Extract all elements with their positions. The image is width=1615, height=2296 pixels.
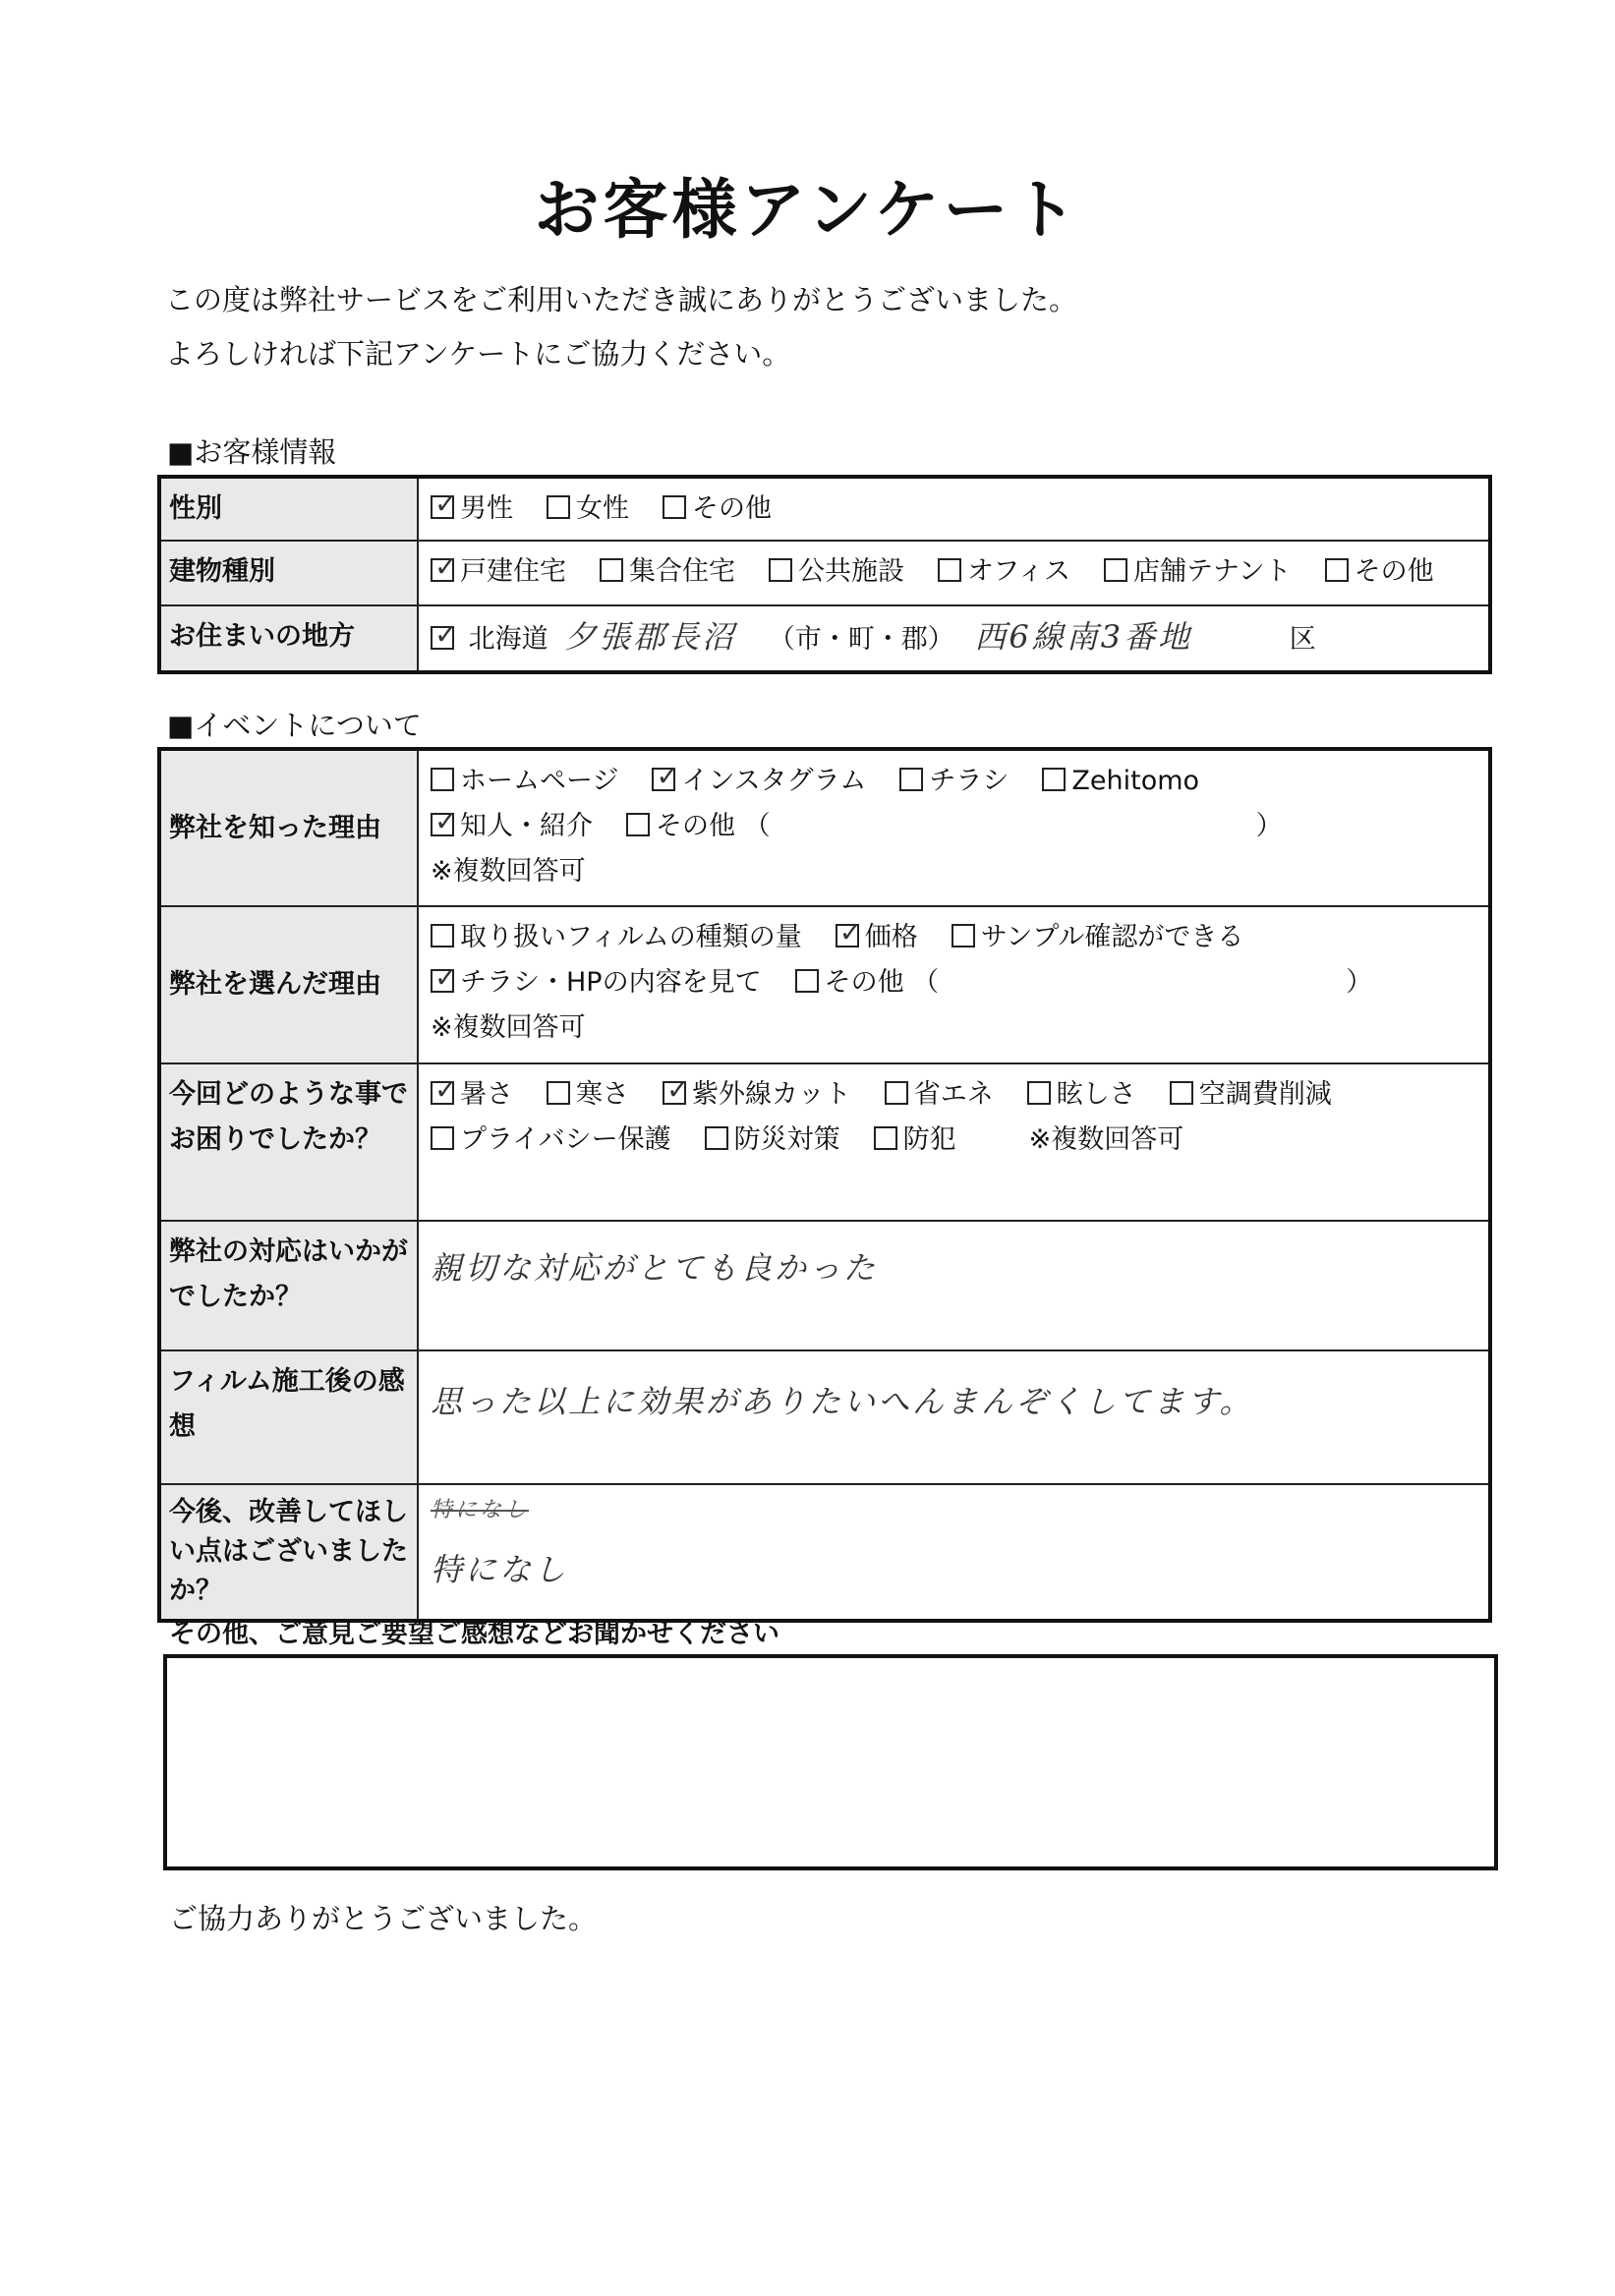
choose-reason-option-label: サンプル確認ができる — [980, 922, 1244, 952]
gender-option-label: 男性 — [460, 493, 513, 524]
trouble-option-label: 紫外線カット — [692, 1079, 851, 1110]
know-reason-option-label: 知人・紹介 — [460, 811, 593, 841]
gender-option[interactable] — [431, 487, 513, 532]
building-option-label: 集合住宅 — [629, 556, 735, 587]
trouble-option[interactable] — [663, 1072, 851, 1118]
know-reason-checkbox[interactable] — [899, 768, 923, 791]
trouble-option[interactable] — [705, 1118, 840, 1163]
building-checkbox[interactable] — [1325, 558, 1349, 582]
building-option[interactable] — [769, 549, 904, 595]
building-option-label: その他 — [1354, 556, 1434, 587]
know-reason-close-paren: ） — [1255, 811, 1283, 841]
gender-option-label: 女性 — [576, 493, 629, 524]
know-reason-note: ※複数回答可 — [431, 856, 586, 887]
choose-reason-checkbox[interactable] — [431, 969, 454, 993]
response-answer-cell — [418, 1221, 1490, 1350]
trouble-option[interactable] — [885, 1072, 994, 1118]
building-checkbox[interactable] — [769, 558, 792, 582]
improve-struck-text: 特になし — [431, 1498, 530, 1522]
trouble-option-label: 省エネ — [913, 1079, 994, 1110]
trouble-note: ※複数回答可 — [1028, 1124, 1184, 1155]
choose-reason-checkbox[interactable] — [431, 924, 454, 947]
trouble-checkbox[interactable] — [874, 1126, 897, 1150]
prefecture-text: 北海道 — [468, 624, 548, 655]
choose-reason-checkbox[interactable] — [795, 969, 819, 993]
choose-reason-row-1 — [431, 915, 1476, 960]
building-option-label: オフィス — [967, 556, 1071, 587]
response-answer: 親切な対応がとても良かった — [431, 1249, 879, 1287]
building-checkbox[interactable] — [600, 558, 623, 582]
impression-answer: 思った以上に効果がありたいへんまんぞくしてます。 — [431, 1383, 1254, 1420]
trouble-checkbox[interactable] — [431, 1081, 454, 1105]
gender-checkbox[interactable] — [663, 495, 686, 519]
improve-answer: 特になし — [431, 1551, 569, 1588]
trouble-checkbox[interactable] — [1027, 1081, 1051, 1105]
trouble-checkbox[interactable] — [1170, 1081, 1193, 1105]
page-title: お客様アンケート — [534, 172, 1081, 248]
trouble-label: 今回どのような事でお困りでしたか？ — [159, 1063, 418, 1221]
trouble-option-label: 眩しさ — [1056, 1079, 1136, 1110]
city-type-text: （市・町・郡） — [768, 624, 954, 655]
gender-checkbox[interactable] — [431, 495, 454, 519]
trouble-checkbox[interactable] — [431, 1126, 454, 1150]
city-handwritten: 夕張郡長沼 — [564, 618, 737, 656]
trouble-option[interactable] — [547, 1072, 629, 1118]
choose-reason-note: ※複数回答可 — [431, 1012, 586, 1043]
trouble-option-label: 空調費削減 — [1198, 1079, 1332, 1110]
choose-reason-option[interactable] — [952, 915, 1244, 960]
gender-options — [418, 477, 1490, 541]
know-reason-option-label: ホームページ — [460, 766, 619, 796]
choose-reason-checkbox[interactable] — [952, 924, 975, 947]
trouble-row-1 — [431, 1072, 1476, 1118]
know-reason-option[interactable] — [899, 759, 1009, 804]
know-reason-option[interactable] — [1042, 759, 1199, 804]
building-option[interactable] — [431, 549, 566, 595]
know-reason-option-label: チラシ — [929, 766, 1009, 796]
know-reason-option-label: その他 （ — [656, 811, 771, 841]
gender-option-row — [431, 487, 1476, 532]
trouble-row-2 — [431, 1118, 1476, 1163]
building-options — [418, 541, 1490, 605]
know-reason-options — [418, 749, 1490, 906]
choose-reason-option-label: チラシ・HPの内容を見て — [460, 967, 762, 998]
gender-option[interactable] — [663, 487, 772, 532]
gender-option[interactable] — [547, 487, 629, 532]
impression-label: フィルム施工後の感想 — [159, 1350, 418, 1484]
building-option[interactable] — [1104, 549, 1292, 595]
know-reason-option[interactable] — [431, 759, 618, 804]
impression-answer-cell — [418, 1350, 1490, 1484]
know-reason-option[interactable] — [431, 804, 593, 849]
customer-section-heading: ■お客様情報 — [167, 435, 337, 469]
choose-reason-row-2 — [431, 960, 1476, 1005]
trouble-option[interactable] — [874, 1118, 956, 1163]
other-answer — [167, 1658, 1494, 1682]
trouble-checkbox[interactable] — [885, 1081, 908, 1105]
trouble-checkbox[interactable] — [705, 1126, 728, 1150]
building-option[interactable] — [600, 549, 735, 595]
gender-label: 性別 — [159, 477, 418, 541]
know-reason-label: 弊社を知った理由 — [159, 749, 418, 906]
know-reason-option[interactable] — [626, 804, 771, 849]
choose-reason-option[interactable] — [795, 960, 940, 1005]
building-checkbox[interactable] — [431, 558, 454, 582]
building-option-row — [431, 549, 1476, 595]
choose-reason-option-label: その他 （ — [824, 967, 940, 998]
choose-reason-option-label: 取り扱いフィルムの種類の量 — [460, 922, 802, 952]
building-option[interactable] — [1325, 549, 1434, 595]
other-heading: その他、ご意見ご要望ご感想などお聞かせください — [169, 1619, 779, 1649]
building-option[interactable] — [938, 549, 1070, 595]
know-reason-checkbox[interactable] — [1042, 768, 1066, 791]
trouble-option[interactable] — [1170, 1072, 1332, 1118]
event-section-heading: ■イベントについて — [167, 709, 422, 742]
know-reason-row-2 — [431, 804, 1476, 849]
building-label: 建物種別 — [159, 541, 418, 605]
address-handwritten: 西6線南3番地 — [974, 618, 1193, 656]
trouble-option[interactable] — [1027, 1072, 1136, 1118]
building-option-label: 店舗テナント — [1133, 556, 1292, 587]
trouble-option-label: 防犯 — [902, 1124, 956, 1155]
building-option-label: 公共施設 — [798, 556, 904, 587]
trouble-option[interactable] — [431, 1118, 671, 1163]
trouble-checkbox[interactable] — [663, 1081, 686, 1105]
region-label: お住まいの地方 — [159, 605, 418, 672]
other-comment-box[interactable] — [163, 1654, 1498, 1870]
improve-label: 今後、改善してほしい点はございましたか？ — [159, 1484, 418, 1621]
know-reason-option-label: インスタグラム — [681, 766, 867, 796]
trouble-option-label: 防災対策 — [733, 1124, 840, 1155]
region-checkbox[interactable] — [431, 626, 454, 650]
closing-text: ご協力ありがとうございました。 — [169, 1902, 598, 1935]
gender-checkbox[interactable] — [547, 495, 570, 519]
intro-line-1: この度は弊社サービスをご利用いただき誠にありがとうございました。 — [165, 283, 1078, 316]
know-reason-option[interactable] — [652, 759, 866, 804]
intro-line-2: よろしければ下記アンケートにご協力ください。 — [165, 337, 791, 371]
trouble-options — [418, 1063, 1490, 1221]
choose-reason-checkbox[interactable] — [836, 924, 859, 947]
know-reason-checkbox[interactable] — [431, 768, 454, 791]
building-option-label: 戸建住宅 — [460, 556, 566, 587]
know-reason-checkbox[interactable] — [626, 813, 650, 836]
choose-reason-option-label: 価格 — [864, 922, 918, 952]
trouble-option[interactable] — [431, 1072, 513, 1118]
know-reason-checkbox[interactable] — [431, 813, 454, 836]
choose-reason-option[interactable] — [836, 915, 918, 960]
gender-option-label: その他 — [692, 493, 772, 524]
response-label: 弊社の対応はいかがでしたか？ — [159, 1221, 418, 1350]
building-checkbox[interactable] — [938, 558, 961, 582]
know-reason-checkbox[interactable] — [652, 768, 675, 791]
trouble-checkbox[interactable] — [547, 1081, 570, 1105]
trouble-option-label: 暑さ — [460, 1079, 513, 1110]
improve-answer-cell — [418, 1484, 1490, 1621]
choose-reason-close-paren: ） — [1346, 967, 1373, 998]
choose-reason-options — [418, 906, 1490, 1063]
ward-text: 区 — [1289, 624, 1316, 655]
choose-reason-label: 弊社を選んだ理由 — [159, 906, 418, 1063]
event-table — [157, 747, 1492, 1623]
know-reason-option-label: Zehitomo — [1071, 766, 1200, 796]
trouble-option-label: プライバシー保護 — [460, 1124, 671, 1155]
choose-reason-option[interactable] — [431, 960, 762, 1005]
know-reason-row-1 — [431, 759, 1476, 804]
region-value — [418, 605, 1490, 672]
choose-reason-option[interactable] — [431, 915, 802, 960]
customer-info-table — [157, 475, 1492, 674]
trouble-option-label: 寒さ — [576, 1079, 629, 1110]
building-checkbox[interactable] — [1104, 558, 1127, 582]
